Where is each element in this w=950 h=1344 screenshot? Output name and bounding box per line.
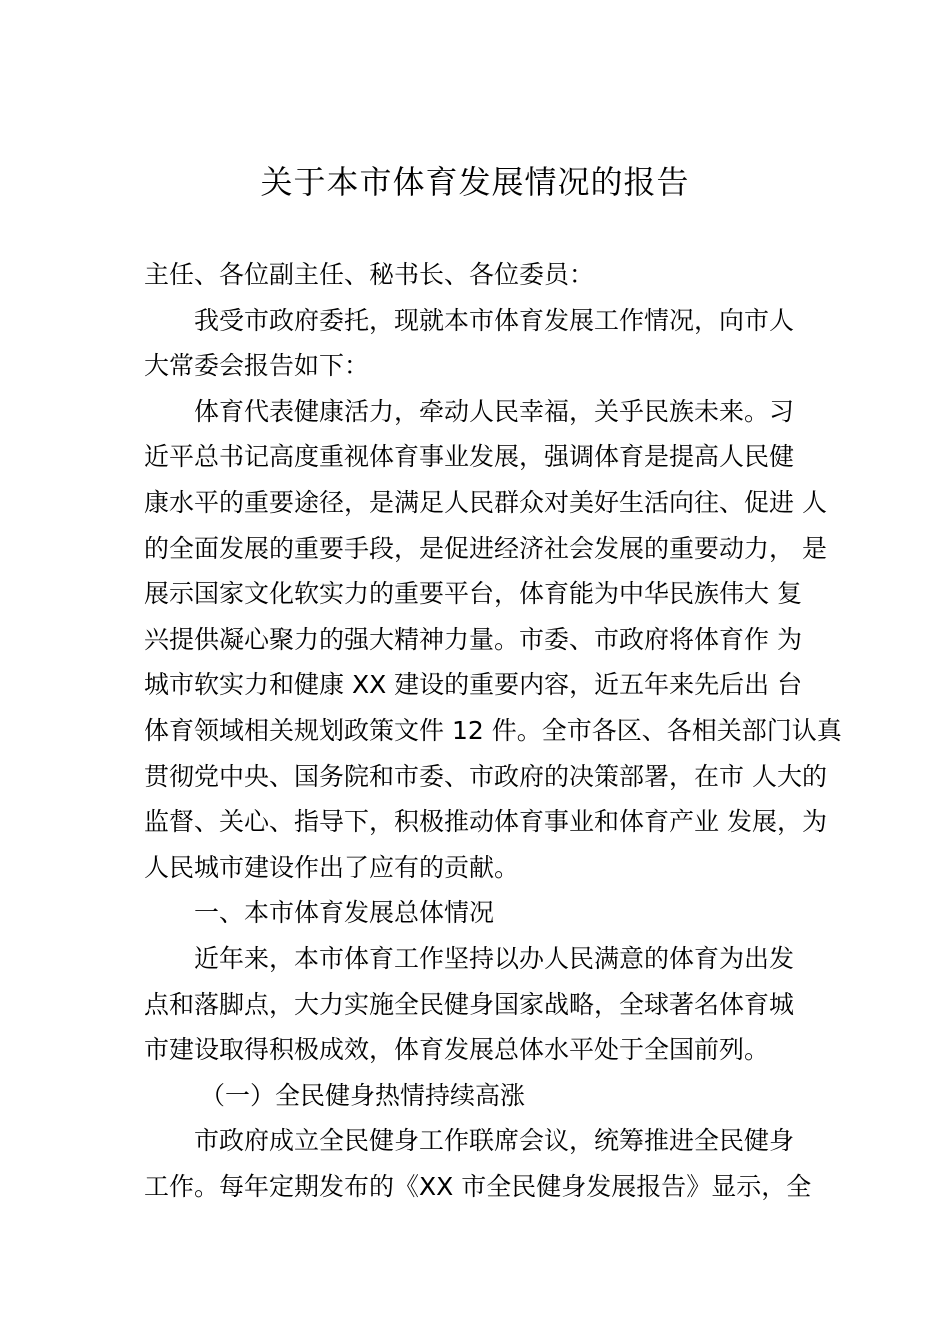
paragraph-line: 体育代表健康活力，牵动人民幸福，关乎民族未来。习 bbox=[194, 396, 795, 426]
subsection-heading: （一）全民健身热情持续高涨 bbox=[200, 1080, 526, 1110]
paragraph-line: 工作。每年定期发布的《XX 市全民健身发展报告》显示，全 bbox=[144, 1171, 812, 1201]
paragraph-line: 贯彻党中央、国务院和市委、市政府的决策部署，在市 人大的 bbox=[144, 761, 827, 791]
paragraph-line: 康水平的重要途径，是满足人民群众对美好生活向往、促进 人 bbox=[144, 487, 827, 517]
paragraph-line: 市政府成立全民健身工作联席会议，统筹推进全民健身 bbox=[194, 1126, 795, 1156]
salutation-line: 主任、各位副主任、秘书长、各位委员： bbox=[144, 260, 595, 289]
paragraph-line: 近年来，本市体育工作坚持以办人民满意的体育为出发 bbox=[194, 943, 795, 973]
section-heading: 一、本市体育发展总体情况 bbox=[194, 898, 495, 928]
paragraph-line: 我受市政府委托，现就本市体育发展工作情况，向市人 bbox=[194, 305, 795, 335]
paragraph-line: 的全面发展的重要手段，是促进经济社会发展的重要动力， 是 bbox=[144, 533, 827, 563]
paragraph-line: 兴提供凝心聚力的强大精神力量。市委、市政府将体育作 为 bbox=[144, 624, 802, 654]
paragraph-line: 体育领域相关规划政策文件 12 件。全市各区、各相关部门认真 bbox=[144, 715, 842, 745]
paragraph-line: 监督、关心、指导下，积极推动体育事业和体育产业 发展，为 bbox=[144, 807, 827, 837]
paragraph-line: 近平总书记高度重视体育事业发展，强调体育是提高人民健 bbox=[144, 442, 795, 472]
document-body bbox=[144, 252, 842, 1209]
paragraph-line: 城市软实力和健康 XX 建设的重要内容，近五年来先后出 台 bbox=[144, 670, 803, 700]
document-title: 关于本市体育发展情况的报告 bbox=[260, 163, 690, 201]
paragraph-line: 展示国家文化软实力的重要平台，体育能为中华民族伟大 复 bbox=[144, 579, 802, 609]
paragraph-line: 大常委会报告如下： bbox=[144, 351, 370, 381]
paragraph-line: 市建设取得积极成效，体育发展总体水平处于全国前列。 bbox=[144, 1035, 770, 1065]
paragraph-line: 人民城市建设作出了应有的贡献。 bbox=[144, 852, 520, 882]
paragraph-line: 点和落脚点，大力实施全民健身国家战略，全球著名体育城 bbox=[144, 989, 795, 1019]
